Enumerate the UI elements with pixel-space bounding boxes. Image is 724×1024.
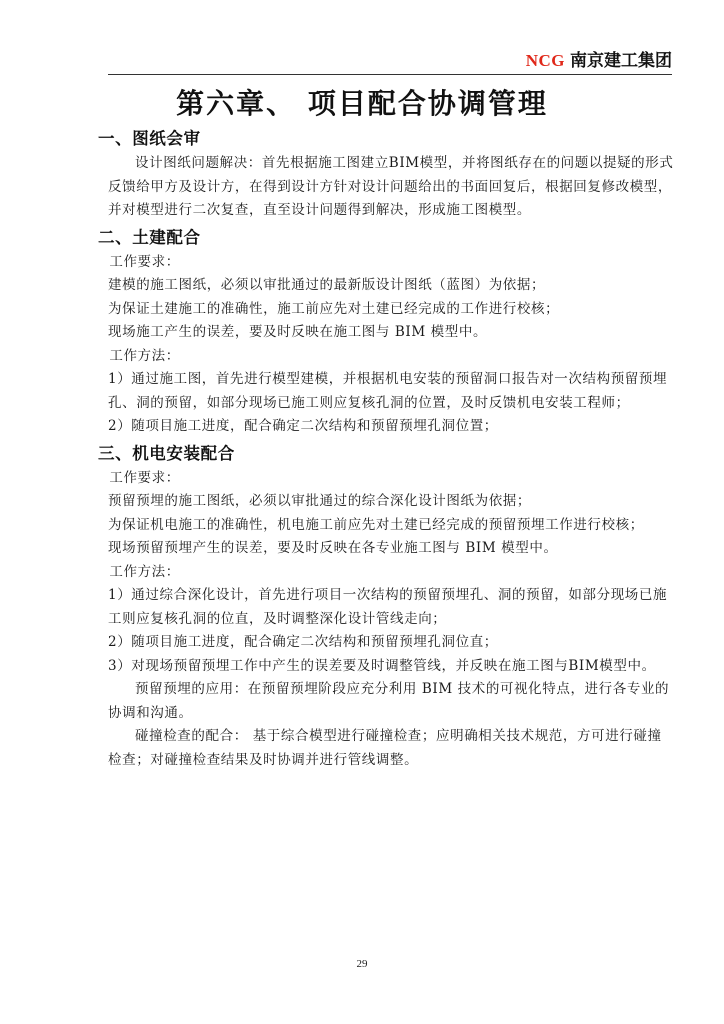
paragraph: 2）随项目施工进度，配合确定二次结构和预留预埋孔洞位直； [108, 634, 498, 650]
subheading-work-methods: 工作方法： [109, 563, 180, 580]
paragraph: 为保证机电施工的准确性，机电施工前应先对土建已经完成的预留预埋工作进行校核； [108, 516, 644, 533]
header-divider [108, 74, 672, 75]
brand-name: 南京建工集团 [570, 51, 672, 71]
paragraph: 预留预埋的应用：在预留预埋阶段应充分利用 BIM 技术的可视化特点，进行各专业的协调和沟通。 [108, 681, 670, 721]
paragraph: 为保证土建施工的准确性，施工前应先对土建已经完成的工作进行校核； [108, 300, 560, 317]
chapter-title: 第六章、 项目配合协调管理 [176, 87, 548, 120]
page-header [108, 46, 672, 74]
paragraph: 1）通过施工图，首先进行模型建模，并根据机电安装的预留洞口报告对一次结构预留预埋孔、洞的预留，如部分现场已施工则应复核孔洞的位置，及时反馈机电安装工程师； [108, 371, 668, 411]
subheading-work-methods: 工作方法： [109, 347, 180, 364]
paragraph: 预留预埋的施工图纸，必须以审批通过的综合深化设计图纸为依据； [108, 493, 531, 509]
paragraph: 现场预留预埋产生的误差，要及时反映在各专业施工图与 BIM 模型中。 [108, 540, 558, 556]
page-number: 29 [356, 958, 368, 970]
paragraph: 设计图纸问题解决：首先根据施工图建立BIM模型，并将图纸存在的问题以提疑的形式反馈给甲方及设计方，在得到设计方针对设计问题给出的书面回复后，根据回复修改模型，并对模型进行二次复查，直至设计问题得到解决，形成施工图模型。 [108, 155, 674, 218]
subheading-work-requirements: 工作要求： [109, 469, 180, 486]
paragraph: 建模的施工图纸，必须以审批通过的最新版设计图纸（蓝图）为依据； [108, 277, 546, 293]
brand-code: NCG [525, 51, 565, 70]
subheading-work-requirements: 工作要求： [109, 253, 180, 270]
paragraph: 1）通过综合深化设计，首先进行项目一次结构的预留预埋孔、洞的预留，如部分现场已施工则应复核孔洞的位直，及时调整深化设计管线走向； [108, 587, 668, 627]
section-heading-civil-coordination: 二、土建配合 [98, 227, 201, 247]
paragraph: 现场施工产生的误差，要及时反映在施工图与 BIM 模型中。 [108, 324, 488, 340]
document-body [98, 124, 674, 772]
section-heading-drawing-review: 一、图纸会审 [98, 129, 201, 148]
section-heading-mep-coordination: 三、机电安装配合 [98, 443, 235, 463]
paragraph: 碰撞检查的配合： 基于综合模型进行碰撞检查；应明确相关技术规范，方可进行碰撞检查；对碰撞检查结果及时协调并进行管线调整。 [108, 728, 662, 768]
paragraph: 3）对现场预留预埋工作中产生的误差要及时调整管线，并反映在施工图与BIM模型中。 [108, 657, 656, 674]
paragraph: 2）随项目施工进度，配合确定二次结构和预留预埋孔洞位置； [108, 418, 498, 434]
